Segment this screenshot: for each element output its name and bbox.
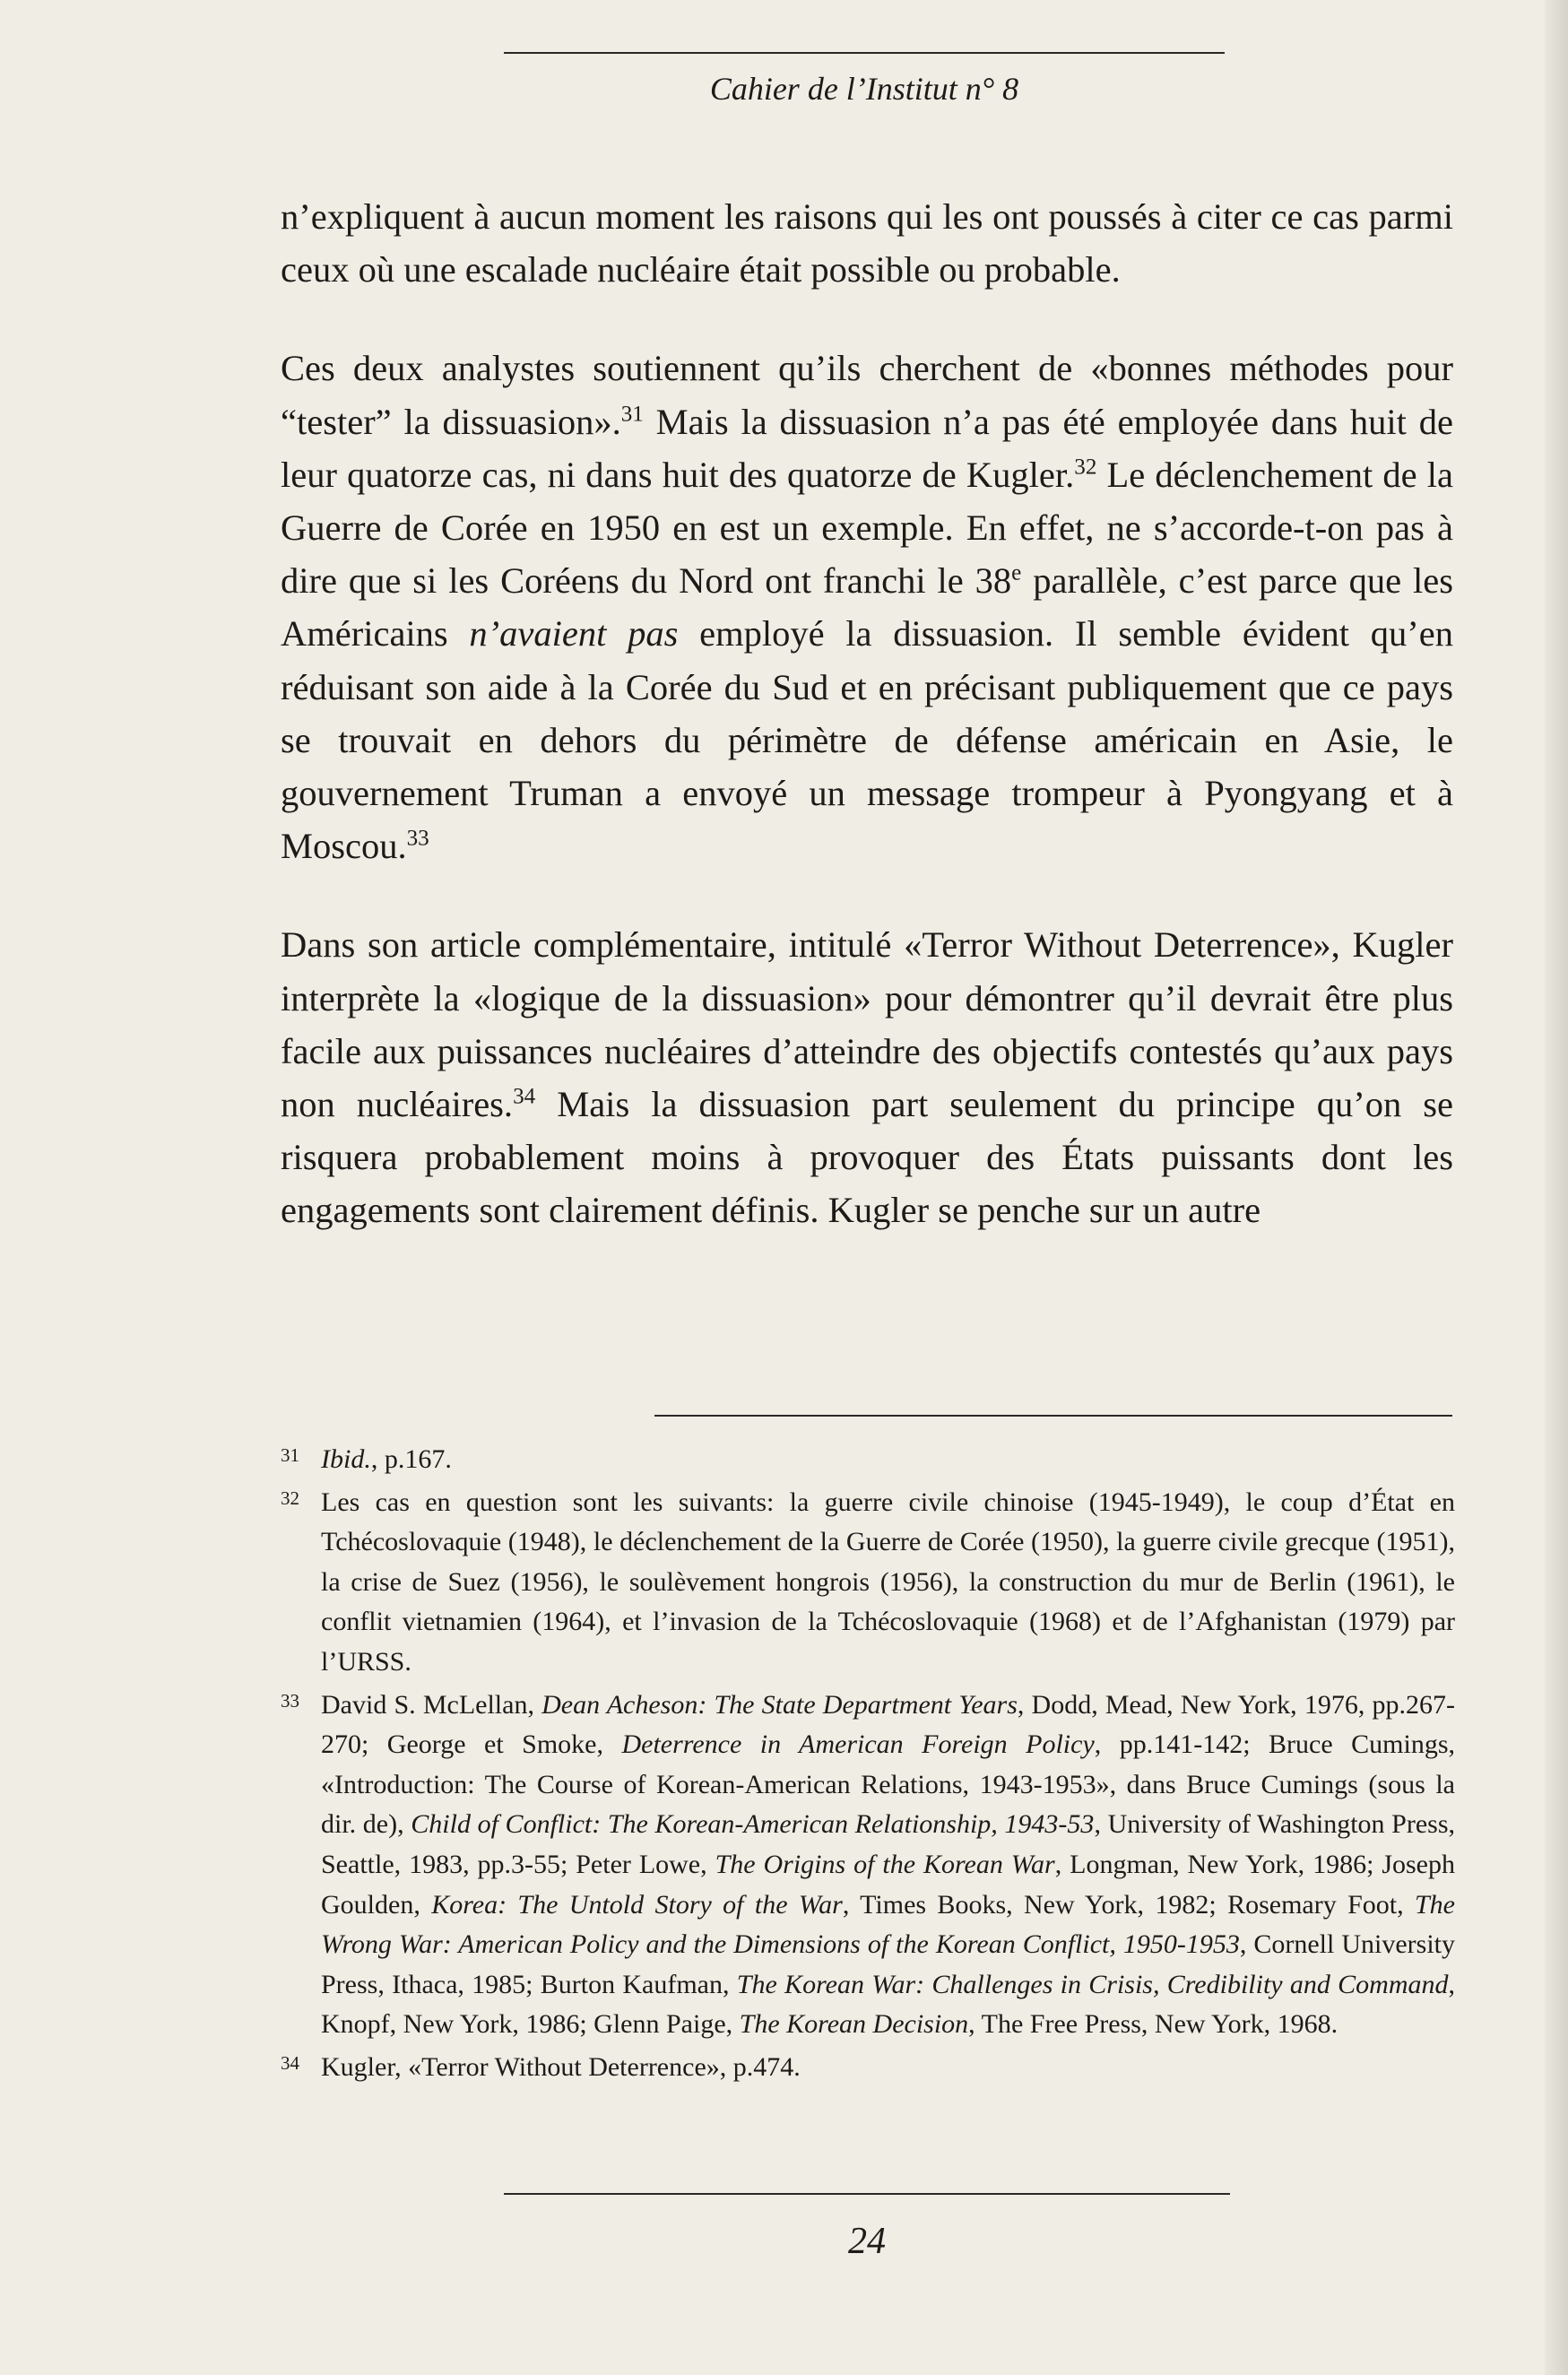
paragraph-3 bbox=[281, 918, 1453, 1236]
note-reference: 32 bbox=[1074, 455, 1097, 480]
header-rule bbox=[504, 52, 1225, 54]
italic-text: The Korean Decision bbox=[739, 2009, 969, 2040]
text-run: Mais la dissuasion part seulement du principe qu’on se risquera probablement moins à provoquer des États puissants dont les engagements sont clairement définis. Kugler se penche sur un autre bbox=[281, 1084, 1453, 1231]
italic-text: The Wrong War: American Policy and the Dimensions of the Korean Conflict, 1950-1953 bbox=[321, 1889, 1455, 1960]
note-reference: 33 bbox=[406, 826, 429, 851]
text-run: Mais la dissuasion n’a pas été employée dans huit de leur quatorze cas, ni dans huit des quatorze de Kugler. bbox=[281, 401, 1453, 495]
text-run: , The Free Press, New York, 1968. bbox=[968, 2009, 1338, 2040]
italic-text: Ibid. bbox=[321, 1444, 371, 1474]
footnotes bbox=[281, 1440, 1455, 2088]
text-run: David S. McLellan, bbox=[321, 1689, 542, 1720]
text-run: , Times Books, New York, 1982; Rosemary Foot, bbox=[842, 1889, 1415, 1920]
main-text bbox=[281, 190, 1453, 1237]
footnote-number: 33 bbox=[281, 1689, 299, 1712]
footer-rule bbox=[504, 2193, 1230, 2195]
italic-text: Child of Conflict: The Korean-American Relationship, 1943-53 bbox=[411, 1809, 1095, 1840]
page-edge-shadow bbox=[1545, 0, 1568, 2375]
text-run: Dans son article complémentaire, intitulé «Terror Without Deterrence», Kugler interprète la «logique de la dissuasion» pour démontrer qu’il devrait être plus facile aux puissances nucléaires d’atteindre des objectifs contestés qu’aux pays non nucléaires. bbox=[281, 924, 1453, 1125]
text-run: , p.167. bbox=[370, 1444, 452, 1474]
note-reference: 31 bbox=[620, 402, 644, 427]
text-run: , pp.141-142; Bruce Cumings, «Introduction: The Course of Korean-American Relations, 1943-1953», dans Bruce Cumings (sous la dir. de), bbox=[321, 1729, 1455, 1840]
text-run: n’expliquent à aucun moment les raisons qui les ont poussés à citer ce cas parmi ceux où une escalade nucléaire était possible ou probable. bbox=[281, 196, 1453, 290]
text-run: , Dodd, Mead, New York, 1976, pp.267-270; George et Smoke, bbox=[321, 1689, 1455, 1760]
text-run: Kugler, «Terror Without Deterrence», p.474. bbox=[321, 2051, 801, 2082]
running-header: Cahier de l’Institut n° 8 bbox=[709, 71, 1019, 107]
footnote-number: 31 bbox=[281, 1444, 299, 1466]
italic-text: Dean Acheson: The State Department Years bbox=[541, 1689, 1018, 1720]
footnote-32 bbox=[281, 1483, 1455, 1683]
note-reference: 34 bbox=[513, 1084, 536, 1109]
text-run: , Knopf, New York, 1986; Glenn Paige, bbox=[321, 1969, 1456, 2040]
text-run: Le déclenchement de la Guerre de Corée en 1950 en est un exemple. En effet, ne s’accorde-t-on pas à dire que si les Coréens du Nord ont franchi le 38 bbox=[281, 454, 1453, 602]
italic-text: The Korean War: Challenges in Crisis, Credibility and Command bbox=[736, 1969, 1449, 1999]
italic-text: Deterrence in American Foreign Policy bbox=[621, 1729, 1095, 1760]
text-run: , University of Washington Press, Seattle, 1983, pp.3-55; Peter Lowe, bbox=[321, 1809, 1456, 1879]
footnote-34 bbox=[281, 2048, 1455, 2088]
paragraph-2 bbox=[281, 342, 1453, 872]
text-run: , Longman, New York, 1986; Joseph Goulden, bbox=[321, 1849, 1455, 1920]
italic-text: n’avaient pas bbox=[469, 613, 679, 654]
italic-text: Korea: The Untold Story of the War bbox=[431, 1889, 843, 1920]
paragraph-1 bbox=[281, 190, 1453, 296]
text-run: , Cornell University Press, Ithaca, 1985; Burton Kaufman, bbox=[321, 1929, 1455, 1999]
footnote-33 bbox=[281, 1686, 1455, 2045]
footnote-number: 34 bbox=[281, 2051, 299, 2074]
page-number: 24 bbox=[848, 2221, 886, 2262]
text-run: Ces deux analystes soutiennent qu’ils cherchent de «bonnes méthodes pour “tester” la dissuasion». bbox=[281, 348, 1453, 442]
text-run: employé la dissuasion. Il semble évident qu’en réduisant son aide à la Corée du Sud et en précisant publiquement que ce pays se trouvait en dehors du périmètre de défense américain en Asie, le gouvernement Truman a envoyé un message trompeur à Pyongyang et à Moscou. bbox=[281, 613, 1453, 867]
footnote-separator bbox=[654, 1415, 1452, 1417]
text-run: Les cas en question sont les suivants: la guerre civile chinoise (1945-1949), le coup d’État en Tchécoslovaquie (1948), le déclenchement de la Guerre de Corée (1950), la guerre civile grecque (1951), la crise de Suez (1956), le soulèvement hongrois (1956), la construction du mur de Berlin (1961), le conflit vietnamien (1964), et l’invasion de la Tchécoslovaquie (1968) et de l’Afghanistan (1979) par l’URSS. bbox=[321, 1487, 1455, 1677]
footnote-31 bbox=[281, 1440, 1455, 1480]
note-reference: e bbox=[1011, 560, 1022, 585]
italic-text: The Origins of the Korean War bbox=[715, 1849, 1055, 1879]
text-run: parallèle, c’est parce que les Américains bbox=[281, 560, 1453, 654]
footnote-number: 32 bbox=[281, 1487, 299, 1509]
